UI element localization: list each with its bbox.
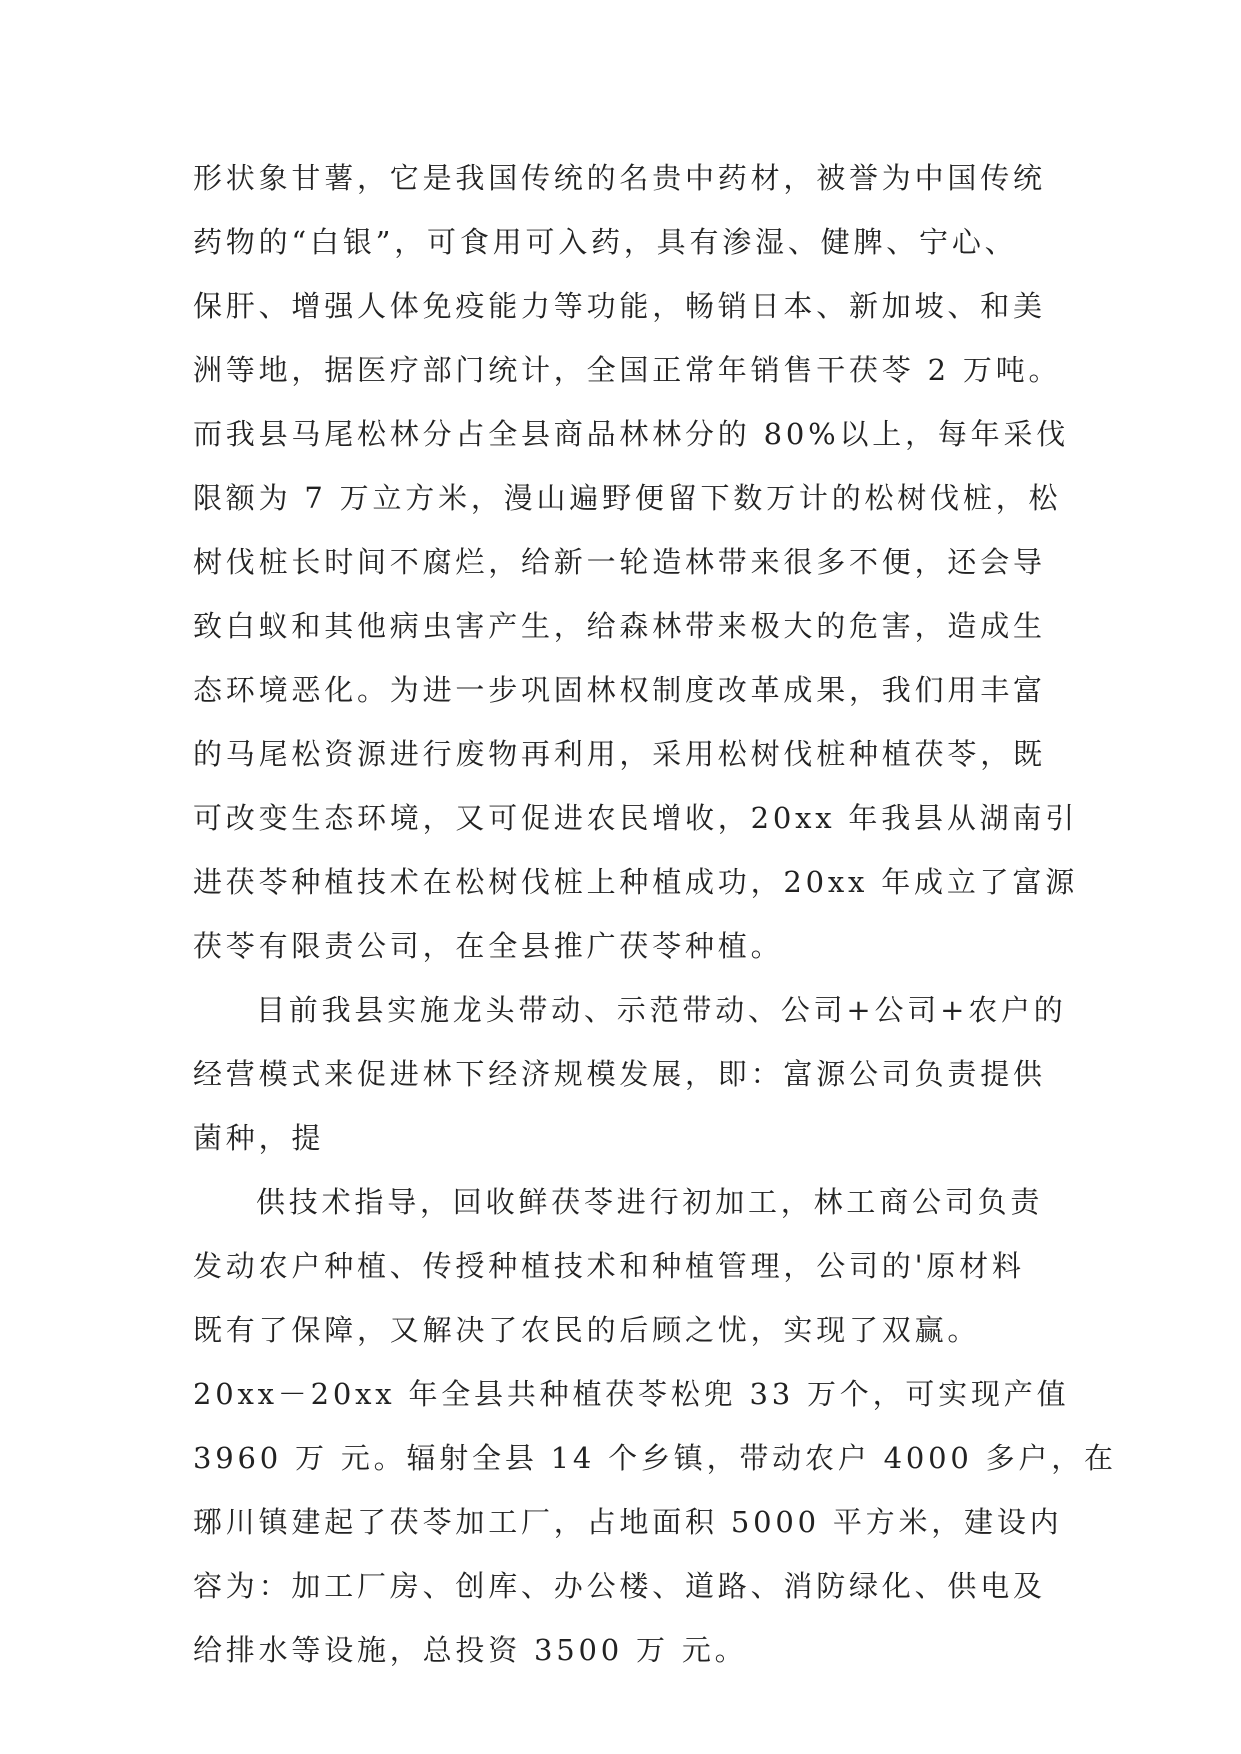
paragraph-first-line: 供技术指导，回收鲜茯苓进行初加工，林工商公司负责 bbox=[256, 1185, 1044, 1219]
text-line: 茯苓有限责公司，在全县推广茯苓种植。 bbox=[193, 929, 784, 963]
text-line: 药物的“白银”，可食用可入药，具有渗湿、健脾、宁心、 bbox=[193, 225, 1018, 259]
text-line: 可改变生态环境，又可促进农民增收，20xx 年我县从湖南引 bbox=[193, 801, 1079, 835]
text-line: 态环境恶化。为进一步巩固林权制度改革成果，我们用丰富 bbox=[193, 673, 1046, 707]
text-line: 进茯苓种植技术在松树伐桩上种植成功，20xx 年成立了富源 bbox=[193, 865, 1079, 899]
text-line: 的马尾松资源进行废物再利用，采用松树伐桩种植茯苓，既 bbox=[193, 737, 1046, 771]
text-line: 给排水等设施，总投资 3500 万 元。 bbox=[193, 1633, 748, 1667]
text-line: 而我县马尾松林分占全县商品林林分的 80%以上，每年采伐 bbox=[193, 417, 1070, 451]
text-line: 琊川镇建起了茯苓加工厂，占地面积 5000 平方米，建设内 bbox=[193, 1505, 1063, 1539]
text-line: 经营模式来促进林下经济规模发展，即：富源公司负责提供 bbox=[193, 1057, 1046, 1091]
text-line: 发动农户种植、传授种植技术和种植管理，公司的'原材料 bbox=[193, 1249, 1025, 1283]
text-line: 菌种，提 bbox=[193, 1121, 325, 1155]
text-line: 保肝、增强人体免疫能力等功能，畅销日本、新加坡、和美 bbox=[193, 289, 1046, 323]
text-line: 限额为 7 万立方米，漫山遍野便留下数万计的松树伐桩，松 bbox=[193, 481, 1062, 515]
text-line: 3960 万 元。辐射全县 14 个乡镇，带动农户 4000 多户，在 bbox=[193, 1441, 1117, 1475]
text-line: 致白蚁和其他病虫害产生，给森林带来极大的危害，造成生 bbox=[193, 609, 1046, 643]
text-line: 树伐桩长时间不腐烂，给新一轮造林带来很多不便，还会导 bbox=[193, 545, 1046, 579]
text-line: 20xx－20xx 年全县共种植茯苓松兜 33 万个，可实现产值 bbox=[193, 1377, 1070, 1411]
text-line: 形状象甘薯，它是我国传统的名贵中药材，被誉为中国传统 bbox=[193, 161, 1046, 195]
text-line: 既有了保障，又解决了农民的后顾之忧，实现了双赢。 bbox=[193, 1313, 981, 1347]
text-line: 容为：加工厂房、创库、办公楼、道路、消防绿化、供电及 bbox=[193, 1569, 1046, 1603]
paragraph-first-line: 目前我县实施龙头带动、示范带动、公司+公司+农户的 bbox=[256, 993, 1067, 1027]
text-line: 洲等地，据医疗部门统计，全国正常年销售干茯苓 2 万吨。 bbox=[193, 353, 1062, 387]
